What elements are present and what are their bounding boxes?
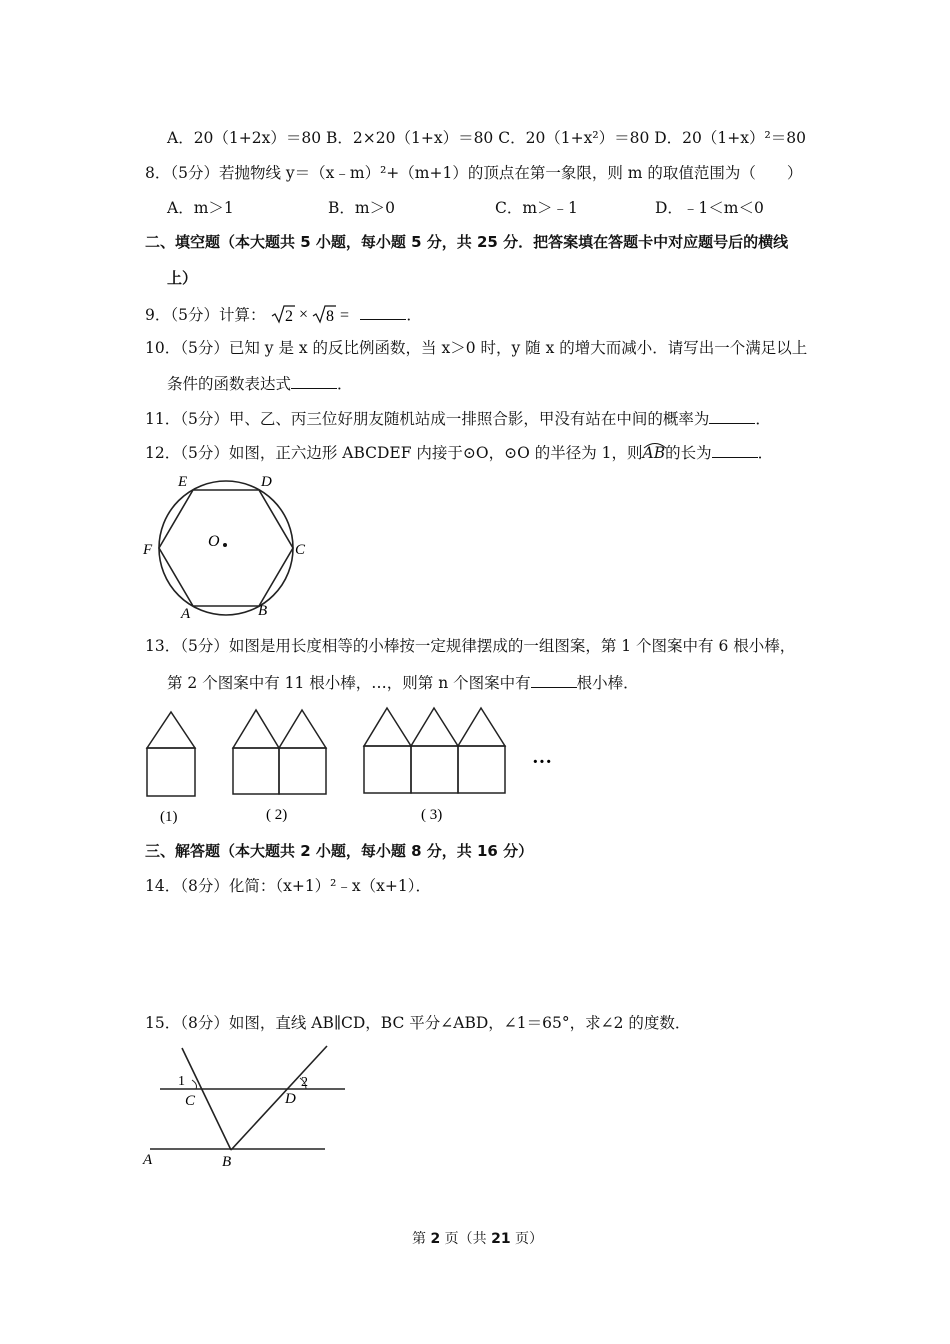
- total-pages: 21: [491, 1231, 511, 1247]
- section2-heading-cont: 上）: [167, 269, 198, 287]
- q13-line1: 13．（5分）如图是用长度相等的小棒按一定规律摆成的一组图案，第 1 个图案中有 6 根小棒，: [145, 637, 796, 655]
- q11: [145, 409, 771, 429]
- q12-text: 12．（5分）如图，正六边形 ABCDEF 内接于⊙O，⊙O 的半径为 1，则: [145, 444, 643, 462]
- circle-o: [159, 481, 293, 615]
- sqrt-expression: [270, 303, 360, 325]
- q10-line2: [167, 374, 353, 394]
- ellipsis: ···: [532, 751, 553, 773]
- house-pattern-1: [147, 712, 195, 796]
- q8-option-a: A．m＞1: [167, 199, 234, 217]
- hexagon-abcdef: [159, 490, 293, 606]
- svg-text:=: =: [340, 307, 350, 324]
- parallel-lines-figure: [140, 1040, 355, 1175]
- q9-suffix: ．: [406, 306, 422, 324]
- section3-heading: 三、解答题（本大题共 2 小题，每小题 8 分，共 16 分）: [145, 842, 534, 860]
- page-footer: 第 2 页（共 21 页）: [412, 1231, 544, 1247]
- label-a: A: [143, 1152, 153, 1168]
- q14: 14．（8分）化简：（x+1）²﹣x（x+1）．: [145, 877, 431, 895]
- label-o: O: [208, 533, 220, 550]
- q9-prefix: 9．（5分）计算：: [145, 306, 266, 324]
- q11-answer-blank[interactable]: [709, 423, 755, 424]
- center-dot: [223, 543, 227, 547]
- q12-answer-blank[interactable]: [712, 457, 758, 458]
- arc-ab: AB: [643, 443, 666, 463]
- q8-option-d: D．﹣1＜m＜0: [655, 199, 764, 217]
- q13-line2-text: 第 2 个图案中有 11 根小棒，…，则第 n 个图案中有: [167, 674, 531, 692]
- label-a: A: [181, 606, 191, 622]
- q9-answer-blank[interactable]: [360, 319, 406, 320]
- label-f: F: [143, 542, 153, 558]
- label-b: B: [222, 1154, 232, 1170]
- house-pattern-2: [233, 710, 326, 794]
- q10-answer-blank[interactable]: [291, 388, 337, 389]
- label-c: C: [185, 1093, 196, 1109]
- q11-text: 11．（5分）甲、乙、丙三位好朋友随机站成一排照合影，甲没有站在中间的概率为: [145, 410, 710, 428]
- houses-figure: [140, 700, 560, 830]
- label-d: D: [261, 474, 272, 490]
- svg-text:8: 8: [326, 308, 335, 325]
- line-bd: [231, 1046, 327, 1150]
- q11-end: ．: [755, 410, 771, 428]
- q10-line1: 10．（5分）已知 y 是 x 的反比例函数，当 x＞0 时，y 随 x 的增大而减小．请写出一个满足以上: [145, 339, 808, 357]
- hexagon-figure: [140, 468, 320, 623]
- label-c: C: [295, 542, 306, 558]
- q12: [145, 443, 773, 463]
- label-d: D: [285, 1091, 296, 1107]
- svg-text:×: ×: [299, 306, 309, 323]
- arc-mark-icon: [643, 441, 667, 449]
- current-page: 2: [430, 1231, 441, 1247]
- label-pattern-1: (1): [160, 809, 178, 825]
- q8-option-c: C．m＞﹣1: [495, 199, 578, 217]
- q10-line2-text: 条件的函数表达式: [167, 375, 292, 393]
- label-e: E: [178, 474, 188, 490]
- section2-heading: 二、填空题（本大题共 5 小题，每小题 5 分，共 25 分．把答案填在答题卡中对应题号后的横线: [145, 233, 789, 251]
- q8-option-b: B．m＞0: [328, 199, 395, 217]
- label-b: B: [258, 603, 268, 619]
- label-2: 2: [301, 1075, 308, 1090]
- label-pattern-3: ( 3): [421, 807, 443, 823]
- label-1: 1: [178, 1074, 185, 1089]
- label-pattern-2: ( 2): [266, 807, 288, 823]
- q15: 15．（8分）如图，直线 AB∥CD，BC 平分∠ABD，∠1＝65°，求∠2 的度数．: [145, 1014, 691, 1032]
- q7-options: A．20（1+2x）＝80 B．2×20（1+x）＝80 C．20（1+x²）＝80 D．20（1+x）²＝80: [167, 129, 806, 147]
- svg-text:2: 2: [285, 308, 294, 325]
- q12-period: ．: [757, 444, 774, 462]
- house-pattern-3: [364, 708, 505, 793]
- q10-end: ．: [337, 375, 353, 393]
- q13-line2-end: 根小棒．: [576, 674, 639, 692]
- angle-1-arc: [192, 1080, 197, 1089]
- q9: [145, 303, 422, 325]
- q8-stem: 8．（5分）若抛物线 y＝（x﹣m）²+（m+1）的顶点在第一象限，则 m 的取值范围为（ ）: [145, 164, 803, 182]
- q13-line2: [167, 673, 639, 693]
- q12-end: 的长为: [665, 444, 712, 462]
- q13-answer-blank[interactable]: [531, 687, 577, 688]
